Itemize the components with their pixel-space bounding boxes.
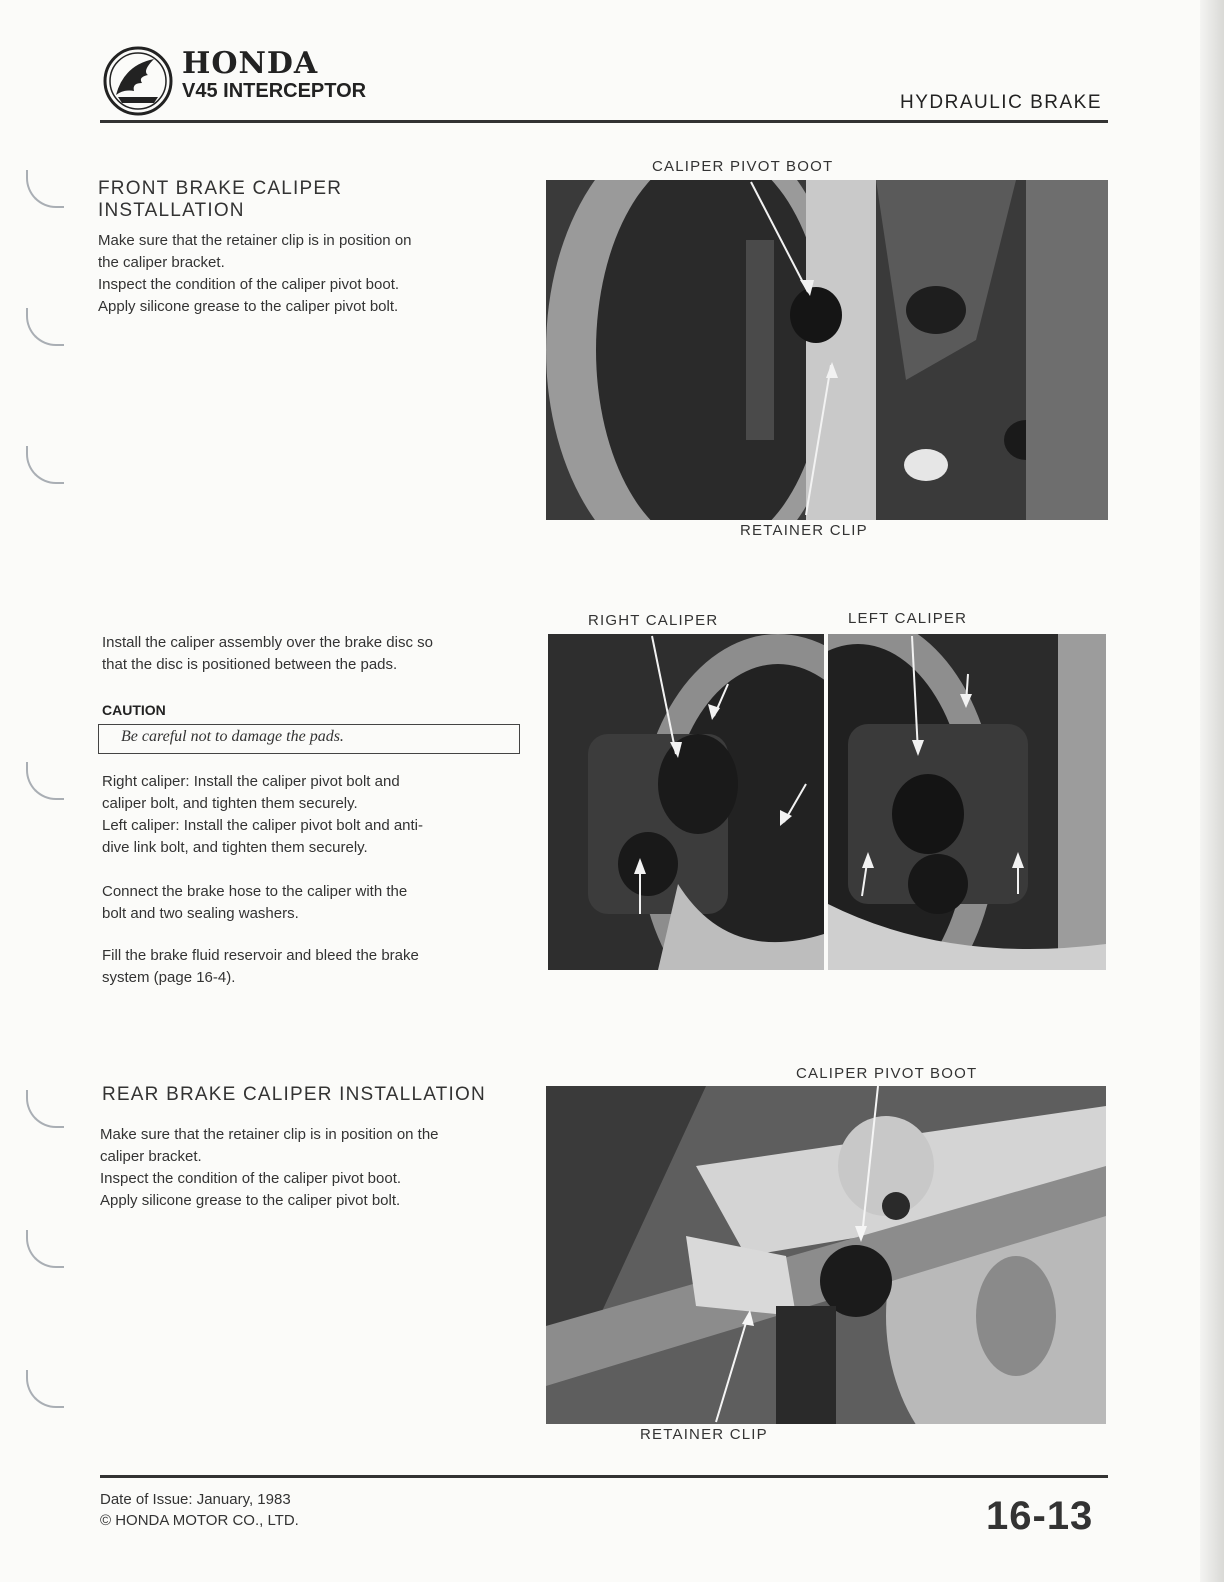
page-edge-shadow: [1200, 0, 1224, 1582]
photo-label-retainer-clip: RETAINER CLIP: [740, 522, 868, 539]
text-line: Inspect the condition of the caliper pivot boot.: [98, 276, 400, 293]
text-line: Make sure that the retainer clip is in position on the: [100, 1126, 439, 1143]
text-line: Fill the brake fluid reservoir and bleed the brake: [102, 947, 419, 964]
text-line: Install the caliper assembly over the brake disc so: [102, 634, 433, 651]
model-name: V45 INTERCEPTOR: [182, 80, 367, 102]
text-line: Apply silicone grease to the caliper pivot bolt.: [100, 1192, 401, 1209]
photo-label-pivot-boot: CALIPER PIVOT BOOT: [652, 158, 834, 175]
binder-mark: [26, 762, 64, 800]
photo-label-right-caliper: RIGHT CALIPER: [588, 612, 719, 629]
install-caliper-instructions: [102, 632, 515, 676]
footer-issue-info: [100, 1489, 299, 1531]
text-line: bolt and two sealing washers.: [102, 905, 299, 922]
text-line: system (page 16-4).: [102, 969, 236, 986]
header-rule: [100, 120, 1108, 123]
honda-wing-logo: [102, 45, 174, 117]
text-line: Inspect the condition of the caliper pivot boot.: [100, 1170, 402, 1187]
text-line: Make sure that the retainer clip is in position on: [98, 232, 412, 249]
front-caliper-instructions: [98, 230, 513, 318]
footer-rule: [100, 1475, 1108, 1478]
photo-label-rear-retainer-clip: RETAINER CLIP: [640, 1426, 768, 1443]
front-caliper-photo: [546, 180, 1108, 520]
photo-label-left-caliper: LEFT CALIPER: [848, 610, 968, 627]
page-number: 16-13: [986, 1494, 1094, 1538]
text-line: Left caliper: Install the caliper pivot bolt and anti-: [102, 817, 424, 834]
text-line: Apply silicone grease to the caliper pivot bolt.: [98, 298, 399, 315]
copyright: © HONDA MOTOR CO., LTD.: [100, 1512, 299, 1529]
text-line: Connect the brake hose to the caliper with the: [102, 883, 408, 900]
text-line: dive link bolt, and tighten them securely.: [102, 839, 368, 856]
brand-name: HONDA: [182, 46, 319, 81]
binder-mark: [26, 1090, 64, 1128]
text-line: that the disc is positioned between the pads.: [102, 656, 398, 673]
left-caliper-photo: [828, 634, 1106, 970]
photo-label-rear-pivot-boot: CALIPER PIVOT BOOT: [796, 1065, 978, 1082]
binder-mark: [26, 308, 64, 346]
caution-label: CAUTION: [102, 702, 166, 718]
binder-mark: [26, 1230, 64, 1268]
heading-line: INSTALLATION: [98, 200, 245, 221]
text-line: the caliper bracket.: [98, 254, 225, 271]
right-caliper-photo: [548, 634, 824, 970]
bleed-instructions: [102, 945, 515, 989]
binder-mark: [26, 1370, 64, 1408]
rear-caliper-photo: [546, 1086, 1106, 1424]
rear-caliper-instructions: [100, 1124, 515, 1212]
caution-box: Be careful not to damage the pads.: [98, 724, 520, 754]
issue-date: Date of Issue: January, 1983: [100, 1491, 291, 1508]
caliper-bolt-instructions: [102, 771, 515, 859]
text-line: caliper bracket.: [100, 1148, 202, 1165]
binder-mark: [26, 170, 64, 208]
brake-hose-instructions: [102, 881, 515, 925]
binder-mark: [26, 446, 64, 484]
section-title: HYDRAULIC BRAKE: [900, 92, 1102, 113]
text-line: Right caliper: Install the caliper pivot bolt and: [102, 773, 400, 790]
heading-line: FRONT BRAKE CALIPER: [98, 178, 343, 199]
front-caliper-heading: [98, 178, 518, 222]
text-line: caliper bolt, and tighten them securely.: [102, 795, 358, 812]
rear-caliper-heading: REAR BRAKE CALIPER INSTALLATION: [102, 1084, 486, 1105]
